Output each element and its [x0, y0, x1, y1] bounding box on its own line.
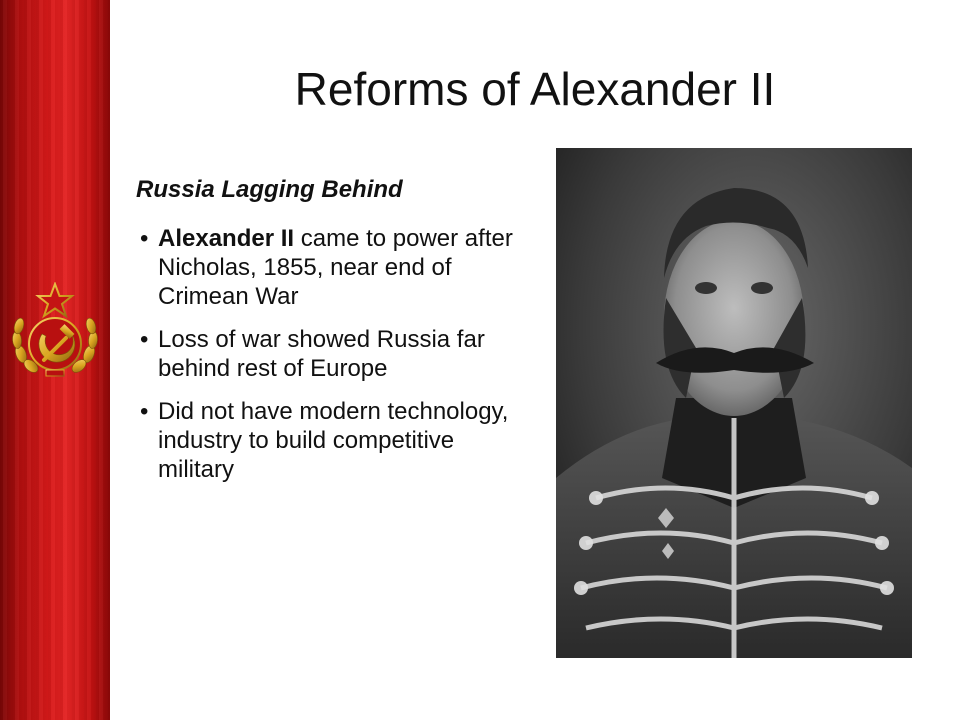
star-icon [38, 284, 72, 316]
bullet-item [140, 325, 520, 383]
bullet-text: Loss of war showed Russia far behind rest of Europe [158, 326, 485, 382]
hammer-and-sickle-icon [6, 282, 104, 382]
bullet-bold-text: Alexander II [158, 225, 295, 252]
bullet-item [140, 397, 520, 484]
portrait-image [556, 148, 912, 658]
slide-title: Reforms of Alexander II [294, 63, 776, 115]
bullet-item [140, 224, 520, 311]
slide-subtitle: Russia Lagging Behind [136, 176, 403, 203]
bullet-text: came to power after Nicholas, 1855, near end of Crimean War [158, 225, 513, 310]
bullet-list [140, 224, 520, 498]
bullet-text: Did not have modern technology, industry to build competitive military [158, 398, 509, 483]
portrait-photo [556, 148, 912, 658]
